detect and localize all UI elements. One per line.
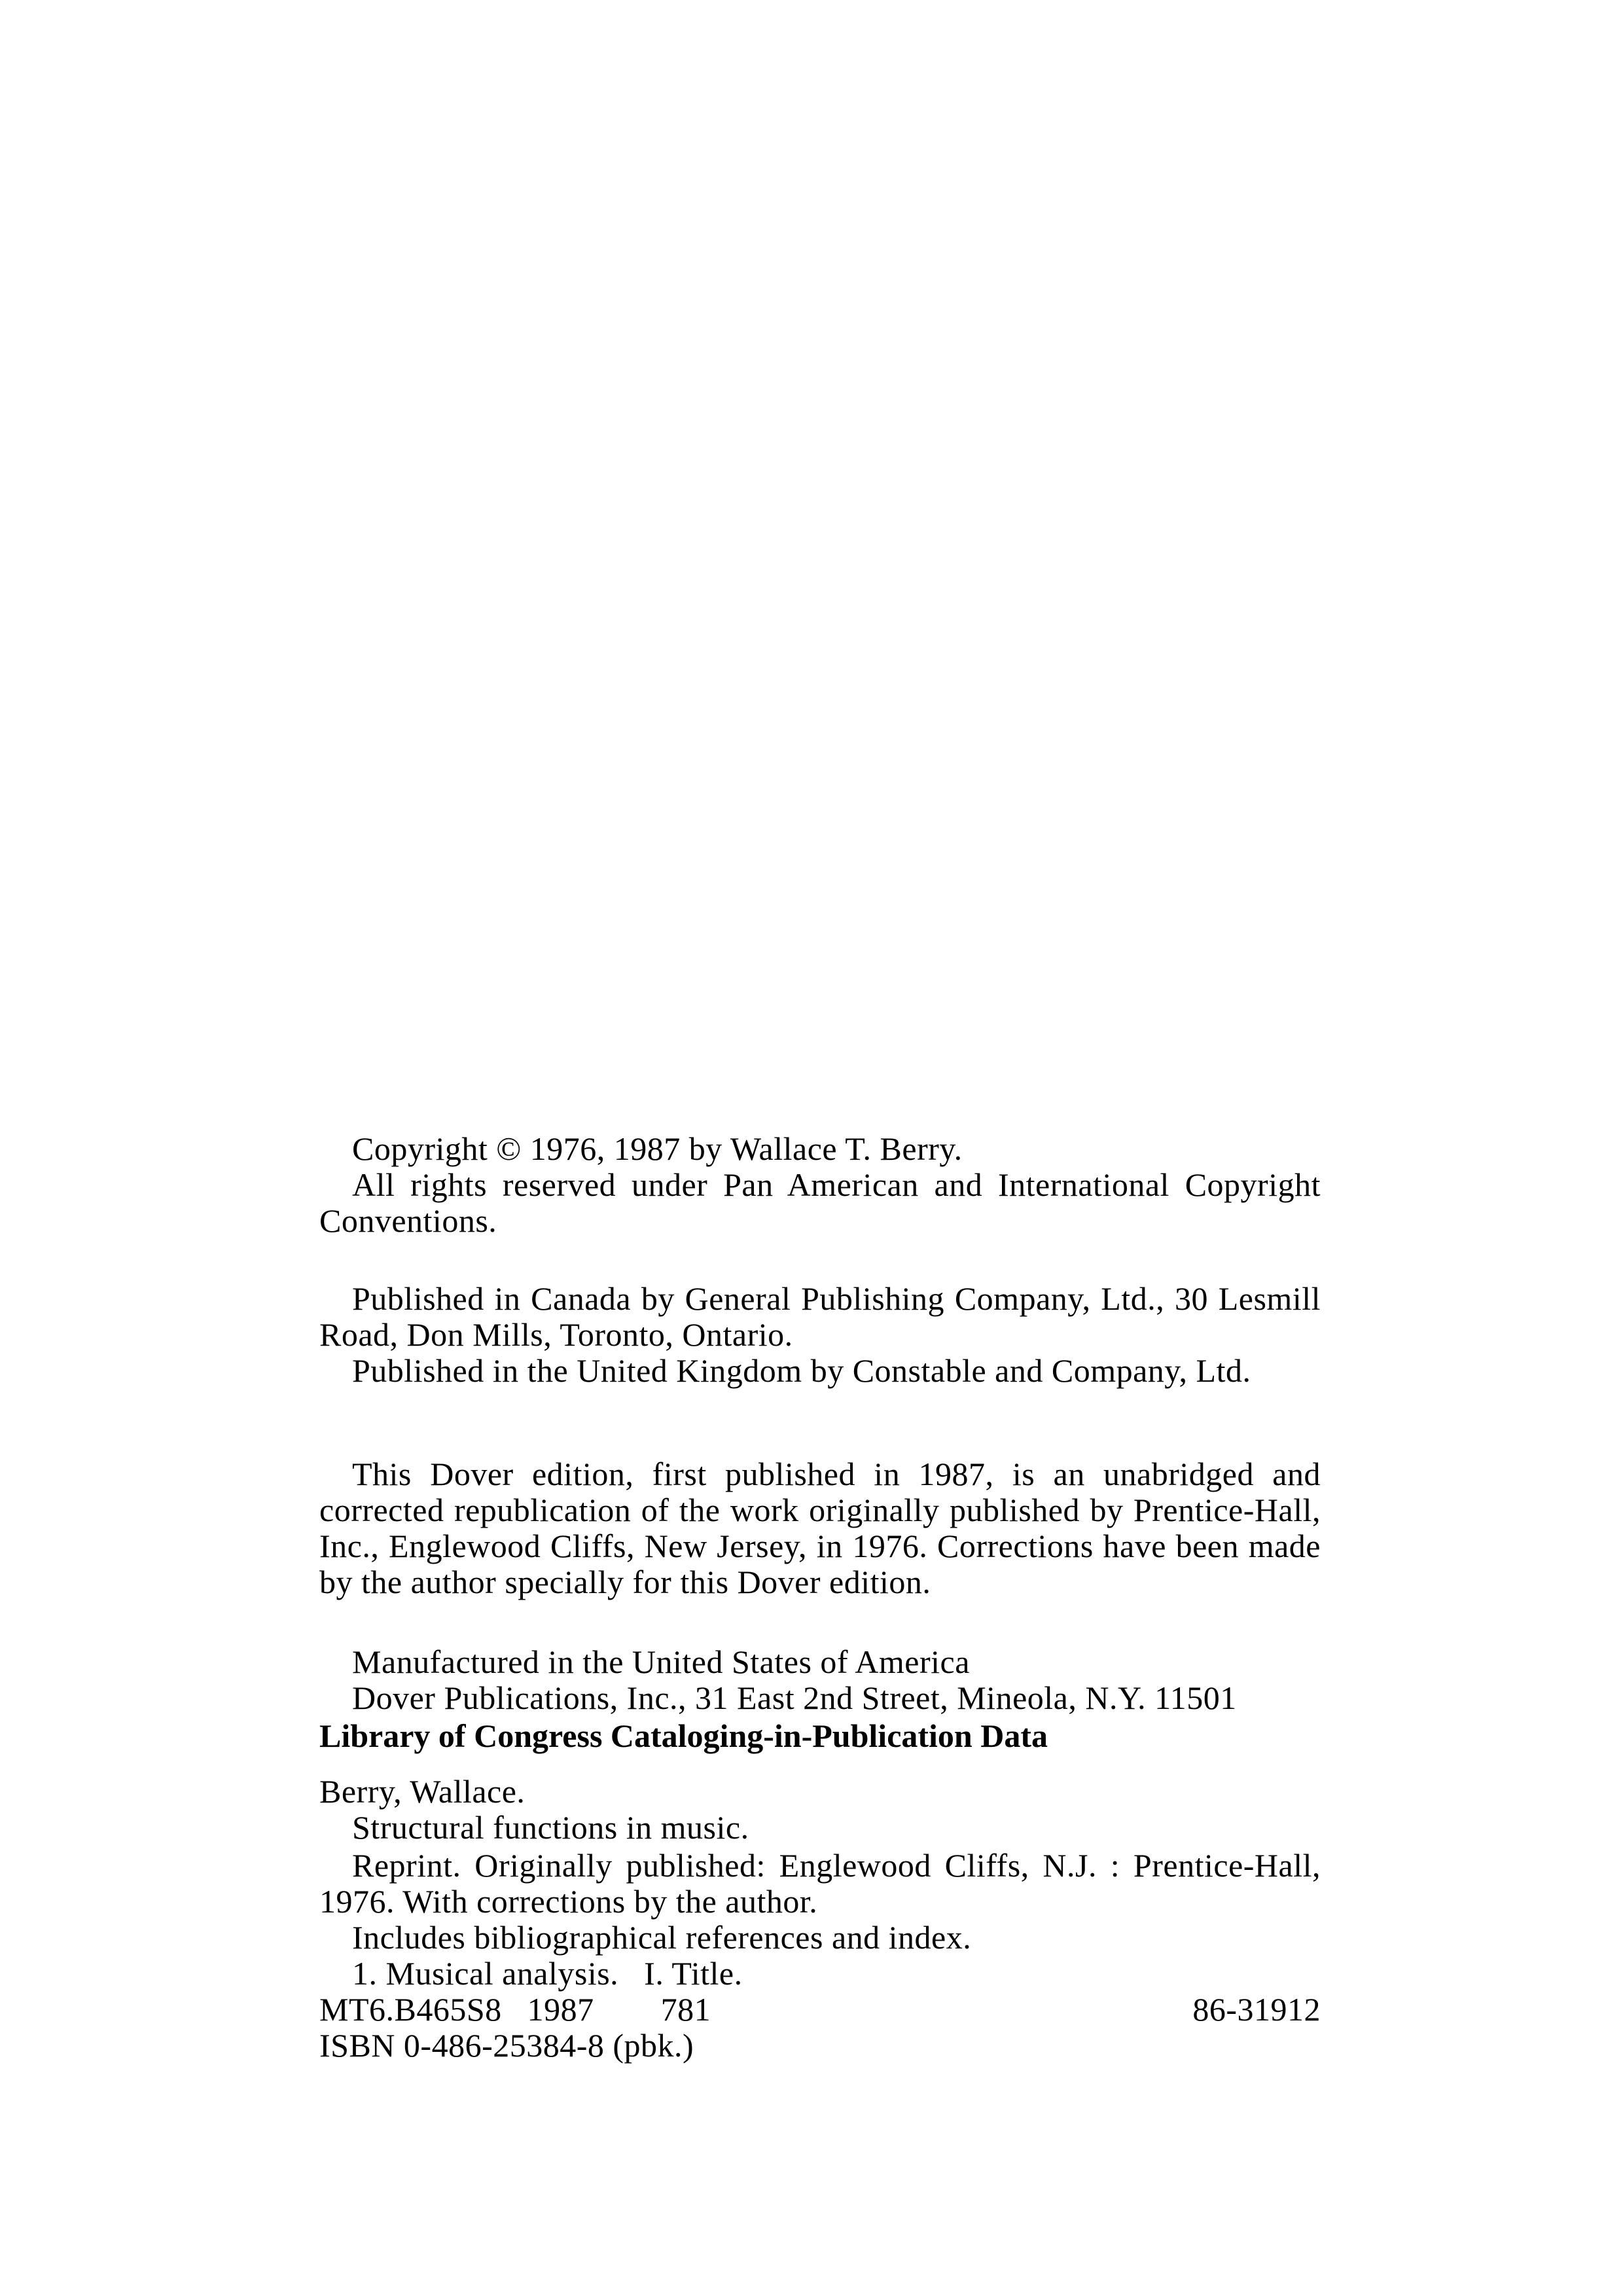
cip-isbn: ISBN 0-486-25384-8 (pbk.) [319, 2027, 694, 2064]
dover-address-line: Dover Publications, Inc., 31 East 2nd Street, Mineola, N.Y. 11501 [352, 1679, 1237, 1716]
cip-heading: Library of Congress Cataloging-in-Publication Data [319, 1717, 1048, 1754]
cip-includes-note: Includes bibliographical references and index. [352, 1919, 972, 1956]
edition-note-block [319, 1456, 1321, 1600]
cip-classification-row [319, 1992, 1321, 2028]
cip-notes-block [319, 1848, 1321, 2064]
manufactured-line: Manufactured in the United States of America [352, 1643, 970, 1680]
cip-author-block [319, 1774, 1321, 1846]
canada-publisher-line: Published in Canada by General Publishing Company, Ltd., 30 Lesmill Road, Don Mills, Toronto, Ontario. [319, 1280, 1321, 1353]
edition-note: This Dover edition, first published in 1987, is an unabridged and corrected republication of the work originally published by Prentice-Hall, Inc., Englewood Cliffs, New Jersey, in 1976. Corrections have been made by the author specially for this Dover edition. [319, 1456, 1321, 1600]
cip-author: Berry, Wallace. [319, 1773, 526, 1810]
cip-call-number: MT6.B465S8 1987 [319, 1991, 594, 2028]
publishers-block [319, 1281, 1321, 1389]
cip-lccn: 86-31912 [1192, 1991, 1321, 2028]
uk-publisher-line: Published in the United Kingdom by Constable and Company, Ltd. [352, 1352, 1251, 1389]
copyright-line: Copyright © 1976, 1987 by Wallace T. Berry. [352, 1130, 963, 1167]
cip-subjects: 1. Musical analysis. I. Title. [352, 1955, 743, 1992]
cip-title: Structural functions in music. [352, 1809, 749, 1846]
cip-dewey-number: 781 [660, 1991, 711, 2028]
manufacture-block [319, 1644, 1321, 1716]
copyright-block [319, 1131, 1321, 1239]
rights-reserved-line: All rights reserved under Pan American and International Copyright Conventions. [319, 1166, 1321, 1239]
cip-reprint-note: Reprint. Originally published: Englewood Cliffs, N.J. : Prentice-Hall, 1976. With corrections by the author. [319, 1847, 1321, 1920]
